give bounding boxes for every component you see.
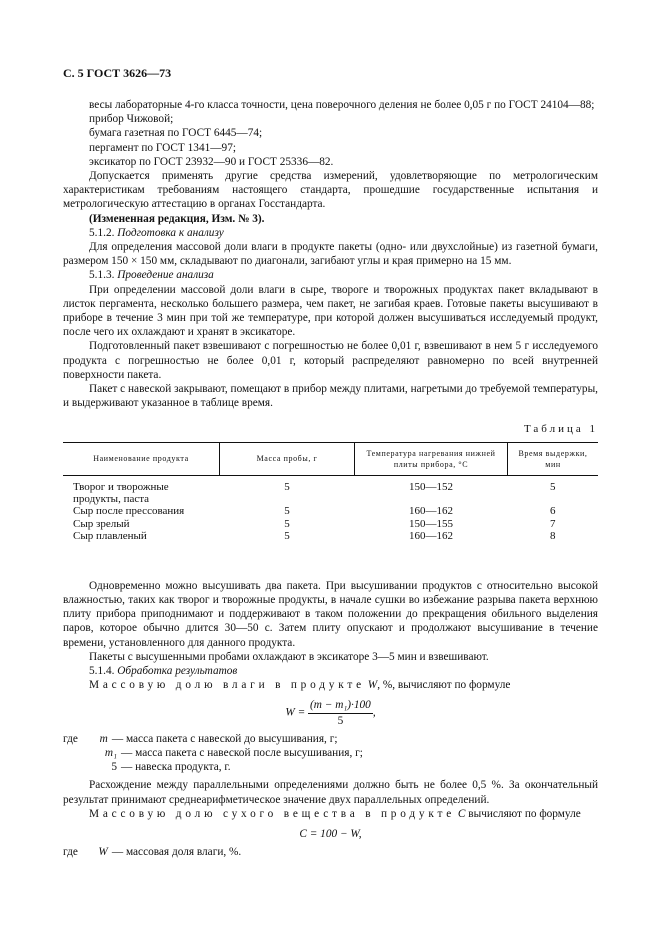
table-cell: Сыр после прессования [73,505,185,518]
legend-text: — масса пакета с навеской после высушивания, г; [121,746,363,759]
paragraph: Расхождение между параллельными определениями должно быть не более 0,5 %. За окончательный результат принимают среднеарифметическое значение двух параллельных определений. [63,779,598,806]
formula-moisture [63,698,598,727]
paragraph: Одновременно можно высушивать два пакета. При высушивании продуктов с относительно высокой влажностью, таких как творог и творожные продукты, в начале сушки во избежание разрыва пакета верхнюю плиту прибора приподнимают и поддерживают в таком положении до прекращения обильного выделения паров, которое обычно длится 30—50 с. Затем плиту опускают и продолжают высушивание в течение времени, установленного для данного продукта. [63,579,598,649]
spaced-phrase: Массовую долю влаги в продукте [89,679,365,692]
legend-text: — масса пакета с навеской до высушивания, г; [111,732,338,745]
table-cell: Творог и творожные продукты, паста [73,480,169,506]
formula-denominator: 5 [337,714,344,727]
table-header-cell: Масса пробы, г [220,442,355,475]
section-title: Подготовка к анализу [117,226,224,239]
legend-item [63,746,598,760]
table-row [63,530,598,542]
formula-symbol: W [367,679,378,692]
formula-fraction [308,698,373,727]
paragraph: Допускается применять другие средства измерений, удовлетворяющие по метрологическим характеристикам требованиям настоящего стандарта, прошедшие государственные испытания и метрологическую аттестацию в органах Госстандарта. [63,170,598,211]
paragraph: бумага газетная по ГОСТ 6445—74; [89,127,263,140]
formula-text: C = 100 − W, [299,827,362,840]
section-heading [63,226,598,240]
section-number: 5.1.3. [89,269,115,282]
table-cell: 150—152 [409,480,453,493]
legend-prefix [63,746,87,760]
paragraph: пергамент по ГОСТ 1341—97; [89,141,236,154]
section-title: Обработка результатов [117,664,238,677]
table-header-cell: Время выдержки, мин [508,442,599,475]
table-cell: 5 [284,505,290,518]
formula-dry-matter [63,827,598,841]
paragraph: Пакеты с высушенными пробами охлаждают в эксикаторе 3—5 мин и взвешивают. [89,650,489,663]
legend-prefix: где [63,846,78,859]
table-cell: 8 [550,530,556,543]
legend-item [63,732,598,746]
legend-item [63,845,598,859]
legend-symbol: m₁ [104,746,117,759]
section-number: 5.1.4. [89,664,115,677]
paragraph: При определении массовой доли влаги в сыре, твороге и творожных продуктах пакет вкладывают в листок пергамента, несколько большего размера, чем пакет, не загибая краев. Готовые пакеты высушивают в приборе в течение 3 мин при той же температуре, при которой должен высушиваться исследуемый продукт, после чего их охлаждают и хранят в эксикаторе. [63,283,598,339]
formula-tail: , [372,706,376,719]
paragraph-tail: вычисляют по формуле [468,807,581,820]
paragraph: Для определения массовой доли влаги в продукте пакеты (одно- или двухслойные) из газетной бумаги, размером 150 × 150 мм, складывают по диагонали, загибают углы и края примерно на 15 мм. [63,241,598,268]
section-title: Проведение анализа [117,269,214,282]
paragraph: Пакет с навеской закрывают, помещают в прибор между плитами, нагретыми до требуемой температуры, и выдерживают указанное в таблице время. [63,383,598,410]
table-row [63,475,598,505]
legend-prefix [63,760,87,774]
formula-symbol: C [457,807,466,820]
table-cell: 5 [284,530,290,543]
table-row [63,518,598,530]
table-cell: 160—162 [409,505,453,518]
table-cell: 5 [550,480,556,493]
table-caption: Таблица 1 [523,423,598,436]
section-heading [63,664,598,678]
table-cell: Сыр зрелый [73,517,130,530]
paragraph: прибор Чижовой; [89,113,174,126]
legend-list [63,732,598,775]
paragraph: Подготовленный пакет взвешивают с погрешностью не более 0,01 г, взвешивают в нем 5 г исследуемого продукта с погрешностью не более 0,01 г, который распределяют равномерно по всей внутренней поверхности пакета. [63,340,598,381]
paragraph: эксикатор по ГОСТ 23932—90 и ГОСТ 25336—82. [89,155,334,168]
table-cell: 5 [284,517,290,530]
table-cell: 5 [284,480,290,493]
legend-text: — массовая доля влаги, %. [111,846,242,859]
table-row [63,505,598,517]
paragraph: весы лабораторные 4-го класса точности, цена поверочного деления не более 0,05 г по ГОСТ 24104—88; [89,99,595,111]
paragraph [63,678,598,692]
table-cell: 150—155 [409,517,453,530]
document-body [63,98,598,859]
legend-text: — навеска продукта, г. [121,761,231,774]
section-heading [63,268,598,282]
legend-symbol: 5 [111,761,117,774]
spaced-phrase: Массовую долю сухого вещества в продукте [89,807,456,820]
table-header-cell: Наименование продукта [63,442,220,475]
formula-lhs: W = [285,706,306,719]
table-header-cell: Температура нагревания нижней плиты прибора, °C [355,442,508,475]
data-table [63,442,598,543]
legend-symbol: W [98,846,108,859]
legend-symbol: m [99,732,108,745]
paragraph-tail: , %, вычисляют по формуле [377,679,511,692]
formula-numerator: (m − m₁)·100 [308,698,373,713]
page-header: С. 5 ГОСТ 3626—73 [63,66,172,80]
table-cell: 160—162 [409,530,453,543]
legend-item [63,760,598,774]
amendment-note: (Измененная редакция, Изм. № 3). [89,212,265,225]
table-cell: Сыр плавленый [73,530,147,543]
paragraph [63,807,598,821]
table-cell: 6 [550,505,556,518]
legend-prefix: где [63,732,78,745]
section-number: 5.1.2. [89,226,115,239]
table-cell: 7 [550,517,556,530]
